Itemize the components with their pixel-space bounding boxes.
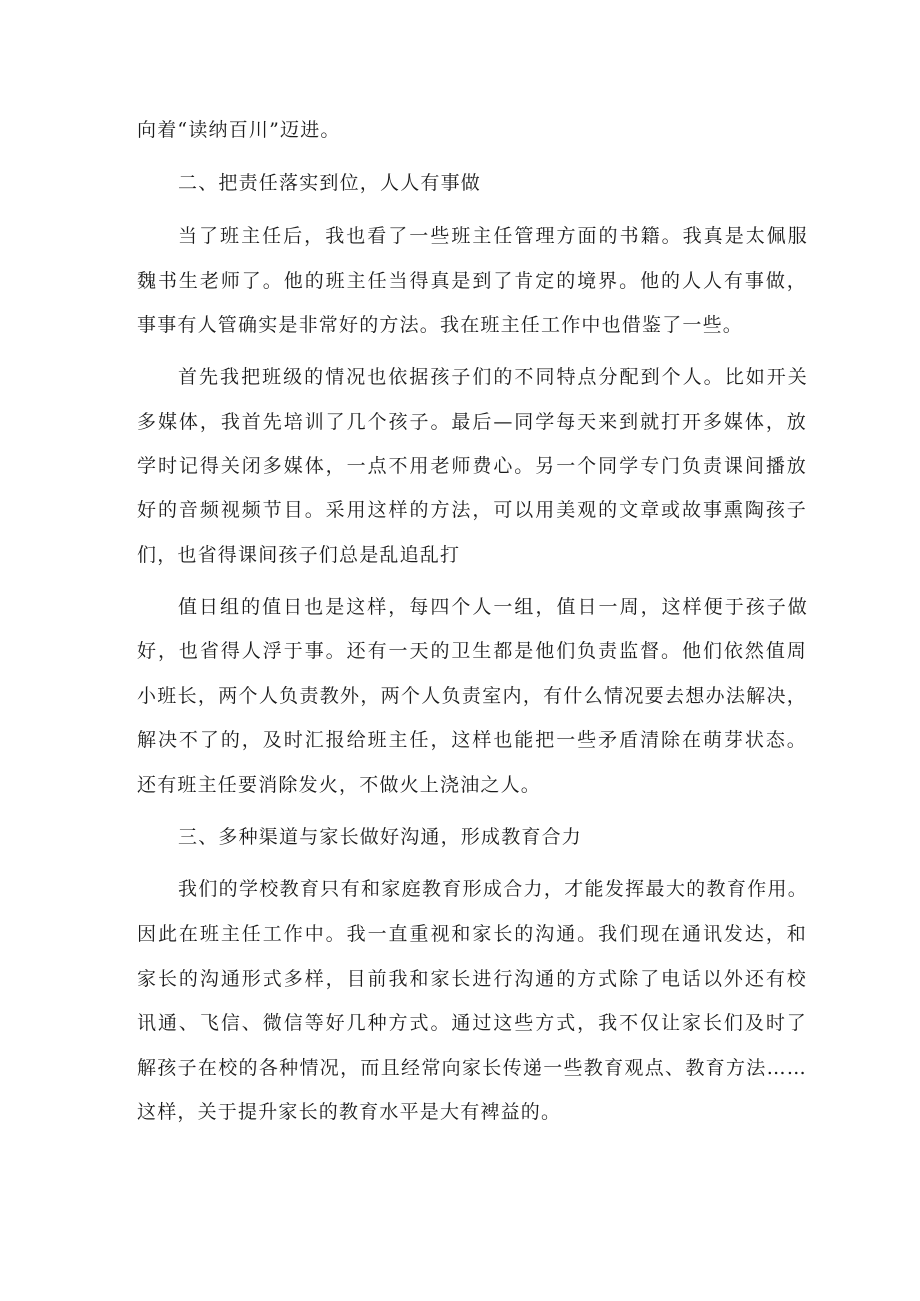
text-line-1: 向着“读纳百川”迈进。 — [137, 119, 341, 141]
text-line-7: 多媒体，我首先培训了几个孩子。最后—同学每天来到就打开多媒体，放 — [137, 411, 807, 433]
text-line-4: 魏书生老师了。他的班主任当得真是到了肯定的境界。他的人人有事做， — [137, 270, 807, 292]
text-line-18: 因此在班主任工作中。我一直重视和家长的沟通。我们现在通讯发达，和 — [137, 923, 807, 945]
text-line-9: 好的音频视频节目。采用这样的方法，可以用美观的文章或故事熏陶孩子 — [137, 499, 807, 521]
section-heading-2: 二、把责任落实到位，人人有事做 — [178, 172, 482, 194]
text-line-19: 家长的沟通形式多样，目前我和家长进行沟通的方式除了电话以外还有校 — [137, 968, 807, 990]
text-line-5: 事事有人管确实是非常好的方法。我在班主任工作中也借鉴了一些。 — [137, 314, 744, 336]
text-line-20: 讯通、飞信、微信等好几种方式。通过这些方式，我不仅让家长们及时了 — [137, 1012, 807, 1034]
text-line-8: 学时记得关闭多媒体，一点不用老师费心。另一个同学专门负责课间播放 — [137, 455, 807, 477]
text-line-3: 当了班主任后，我也看了一些班主任管理方面的书籍。我真是太佩服 — [178, 225, 808, 247]
text-line-14: 解决不了的，及时汇报给班主任，这样也能把一些矛盾清除在萌芽状态。 — [137, 729, 807, 751]
section-heading-3: 三、多种渠道与家长做好沟通，形成教育合力 — [178, 826, 583, 848]
text-line-11: 值日组的值日也是这样，每四个人一组，值日一周，这样便于孩子做 — [178, 596, 808, 618]
text-line-13: 小班长，两个人负责教外，两个人负责室内，有什么情况要去想办法解决， — [137, 685, 807, 707]
text-line-21: 解孩子在校的各种情况，而且经常向家长传递一些教育观点、教育方法…… — [137, 1057, 807, 1079]
text-line-17: 我们的学校教育只有和家庭教育形成合力，才能发挥最大的教育作用。 — [178, 878, 808, 900]
text-line-22: 这样，关于提升家长的教育水平是大有裨益的。 — [137, 1101, 562, 1123]
text-line-15: 还有班主任要消除发火，不做火上浇油之人。 — [137, 774, 542, 796]
text-line-6: 首先我把班级的情况也依据孩子们的不同特点分配到个人。比如开关 — [178, 366, 808, 388]
text-line-12: 好，也省得人浮于事。还有一天的卫生都是他们负责监督。他们依然值周 — [137, 640, 807, 662]
text-line-10: 们，也省得课间孩子们总是乱追乱打 — [137, 544, 461, 566]
